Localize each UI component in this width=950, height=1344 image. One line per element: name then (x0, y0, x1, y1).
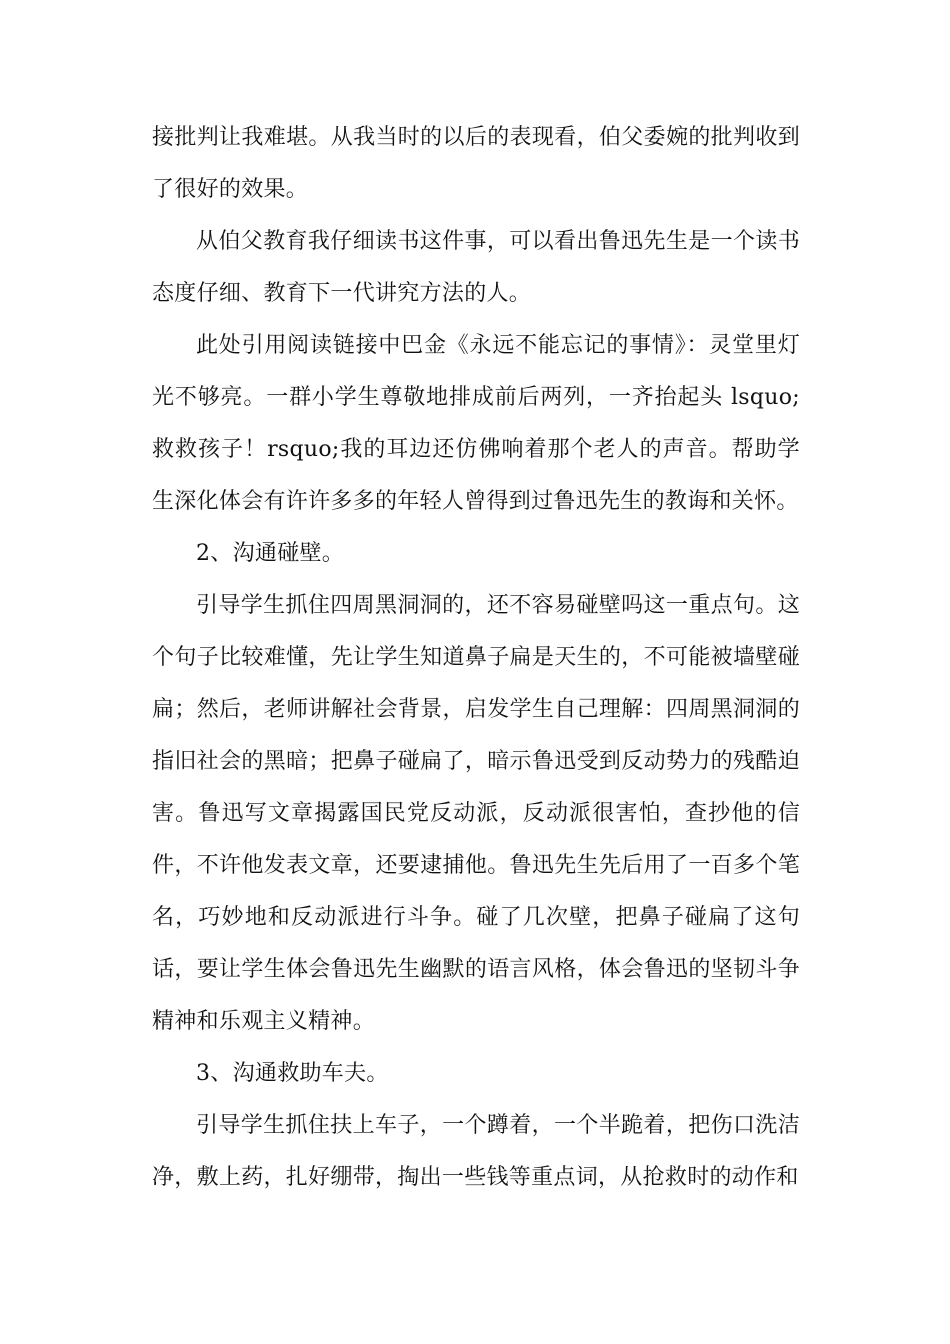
paragraph-rescue-driver: 引导学生抓住扶上车子，一个蹲着，一个半跪着，把伤口洗洁净，敷上药，扎好绷带，掏出一些钱等重点词，从抢救时的动作和 (152, 1113, 800, 1190)
paragraph-reading-method: 从伯父教育我仔细读书这件事，可以看出鲁迅先生是一个读书态度仔细、教育下一代讲究方法的人。 (152, 229, 800, 306)
section-heading-3: 3、沟通救助车夫。 (196, 1061, 389, 1086)
paragraph-continuation: 接批判让我难堪。从我当时的以后的表现看，伯父委婉的批判收到了很好的效果。 (152, 125, 800, 202)
document-body (152, 112, 800, 1204)
section-heading-2: 2、沟通碰壁。 (196, 541, 345, 566)
paragraph-hitting-wall: 引导学生抓住四周黑洞洞的，还不容易碰壁吗这一重点句。这个句子比较难懂，先让学生知道鼻子扁是天生的，不可能被墙壁碰扁；然后，老师讲解社会背景，启发学生自己理解：四周黑洞洞的指旧社会的黑暗；把鼻子碰扁了，暗示鲁迅受到反动势力的残酷迫害。鲁迅写文章揭露国民党反动派，反动派很害怕，查抄他的信件，不许他发表文章，还要逮捕他。鲁迅先生先后用了一百多个笔名，巧妙地和反动派进行斗争。碰了几次壁，把鼻子碰扁了这句话，要让学生体会鲁迅先生幽默的语言风格，体会鲁迅的坚韧斗争精神和乐观主义精神。 (152, 593, 800, 1034)
paragraph-bajin-quote: 此处引用阅读链接中巴金《永远不能忘记的事情》：灵堂里灯光不够亮。一群小学生尊敬地排成前后两列，一齐抬起头 lsquo;救救孩子！rsquo;我的耳边还仿佛响着那个老人的声音。帮助学生深化体会有许许多多的年轻人曾得到过鲁迅先生的教诲和关怀。 (152, 333, 800, 514)
